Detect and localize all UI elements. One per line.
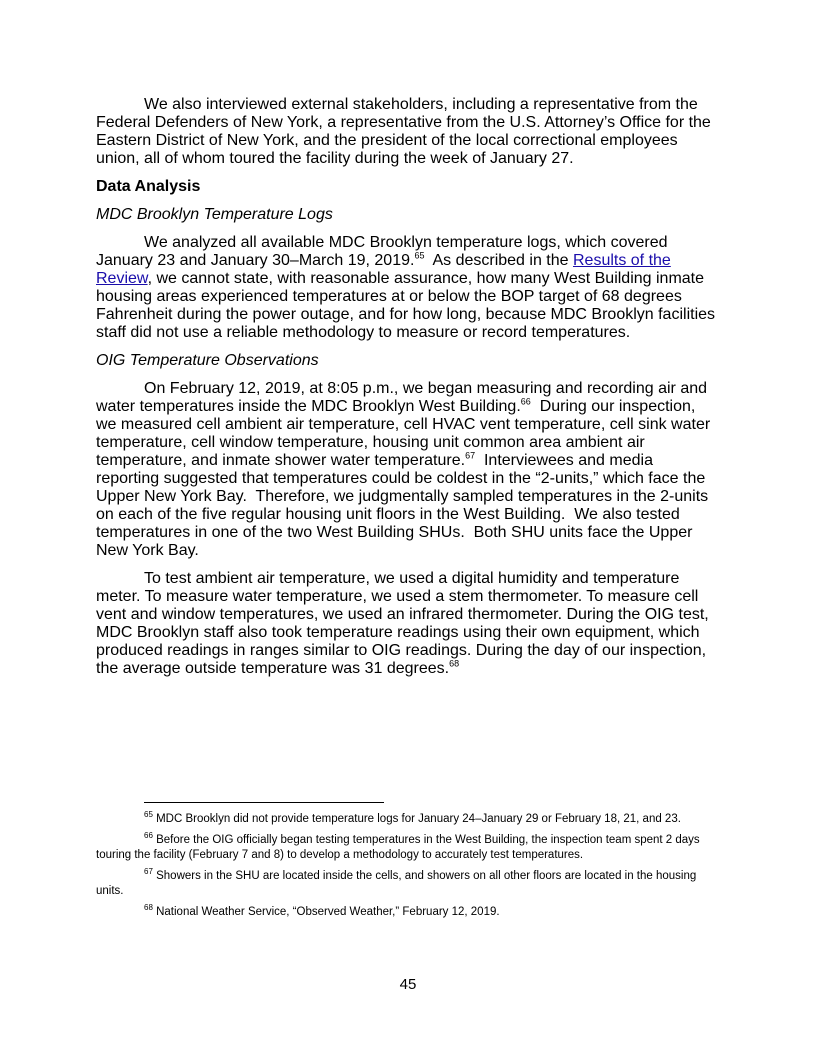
paragraph-temperature-logs-text-a: We analyzed all available MDC Brooklyn temperature logs, which covered January 23 and January 30–March 19, 2019.	[96, 234, 668, 269]
footnote-ref-66[interactable]: 66	[520, 396, 531, 407]
footnote-67	[96, 869, 720, 899]
paragraph-testing-methods	[96, 570, 720, 678]
paragraph-temperature-logs-text-c: , we cannot state, with reasonable assurance, how many West Building inmate housing areas experienced temperatures at or below the BOP target of 68 degrees Fahrenheit during the power outage, and for how long, because MDC Brooklyn facilities staff did not use a reliable methodology to measure or record temperatures.	[96, 270, 716, 341]
results-of-review-link[interactable]: Results of the Review	[96, 252, 671, 287]
section-heading-data-analysis: Data Analysis	[96, 178, 201, 195]
footnote-ref-68[interactable]: 68	[449, 658, 460, 669]
footnote-number: 68	[144, 903, 153, 913]
paragraph-oig-observations	[96, 380, 720, 560]
subheading-temperature-logs: MDC Brooklyn Temperature Logs	[96, 206, 333, 223]
paragraph-stakeholders-text: We also interviewed external stakeholders, including a representative from the Federal Defenders of New York, a representative from the U.S. Attorney’s Office for the Eastern District of New York, and the president of the local correctional employees union, all of whom toured the facility during the week of January 27.	[96, 96, 711, 167]
footnotes-section	[96, 802, 720, 926]
paragraph-stakeholders	[96, 96, 720, 168]
footnote-68	[96, 905, 720, 920]
paragraph-oig-observations-text-c: Interviewees and media reporting suggested that temperatures could be coldest in the “2-units,” which face the Upper New York Bay. Therefore, we judgmentally sampled temperatures in the 2-units on each of the five regular housing unit floors in the West Building. We also tested temperatures in one of the two West Building SHUs. Both SHU units face the Upper New York Bay.	[96, 452, 713, 559]
paragraph-oig-observations-text-b: During our inspection, we measured cell ambient air temperature, cell HVAC vent temperature, cell sink water temperature, cell window temperature, housing unit common area ambient air temperature, and inmate shower water temperature.	[96, 398, 715, 469]
page-body	[96, 96, 720, 688]
footnote-number: 67	[144, 867, 153, 877]
footnote-text: Before the OIG officially began testing temperatures in the West Building, the inspection team spent 2 days touring the facility (February 7 and 8) to develop a methodology to accurately test temperatures.	[96, 834, 703, 861]
footnote-ref-65[interactable]: 65	[414, 250, 425, 261]
footnote-text: National Weather Service, “Observed Weather,” February 12, 2019.	[152, 906, 500, 918]
footnote-66	[96, 833, 720, 863]
paragraph-temperature-logs	[96, 234, 720, 342]
paragraph-temperature-logs-text-b: As described in the	[424, 252, 573, 269]
footnote-text: MDC Brooklyn did not provide temperature logs for January 24–January 29 or February 18, 21, and 23.	[152, 813, 681, 825]
footnote-65	[96, 812, 720, 827]
footnote-ref-67[interactable]: 67	[465, 450, 476, 461]
footnote-number: 65	[144, 810, 153, 820]
page-number: 45	[399, 976, 417, 993]
paragraph-testing-methods-text: To test ambient air temperature, we used a digital humidity and temperature meter. To measure water temperature, we used a stem thermometer. To measure cell vent and window temperatures, we used an infrared thermometer. During the OIG test, MDC Brooklyn staff also took temperature readings using their own equipment, which produced readings in ranges similar to OIG readings. During the day of our inspection, the average outside temperature was 31 degrees.	[96, 570, 709, 677]
footnote-number: 66	[144, 831, 153, 841]
footnote-text: Showers in the SHU are located inside the cells, and showers on all other floors are located in the housing units.	[96, 870, 700, 897]
paragraph-oig-observations-text-a: On February 12, 2019, at 8:05 p.m., we began measuring and recording air and water temperatures inside the MDC Brooklyn West Building.	[96, 380, 708, 415]
subheading-oig-observations: OIG Temperature Observations	[96, 352, 319, 369]
footnote-divider	[144, 802, 384, 803]
